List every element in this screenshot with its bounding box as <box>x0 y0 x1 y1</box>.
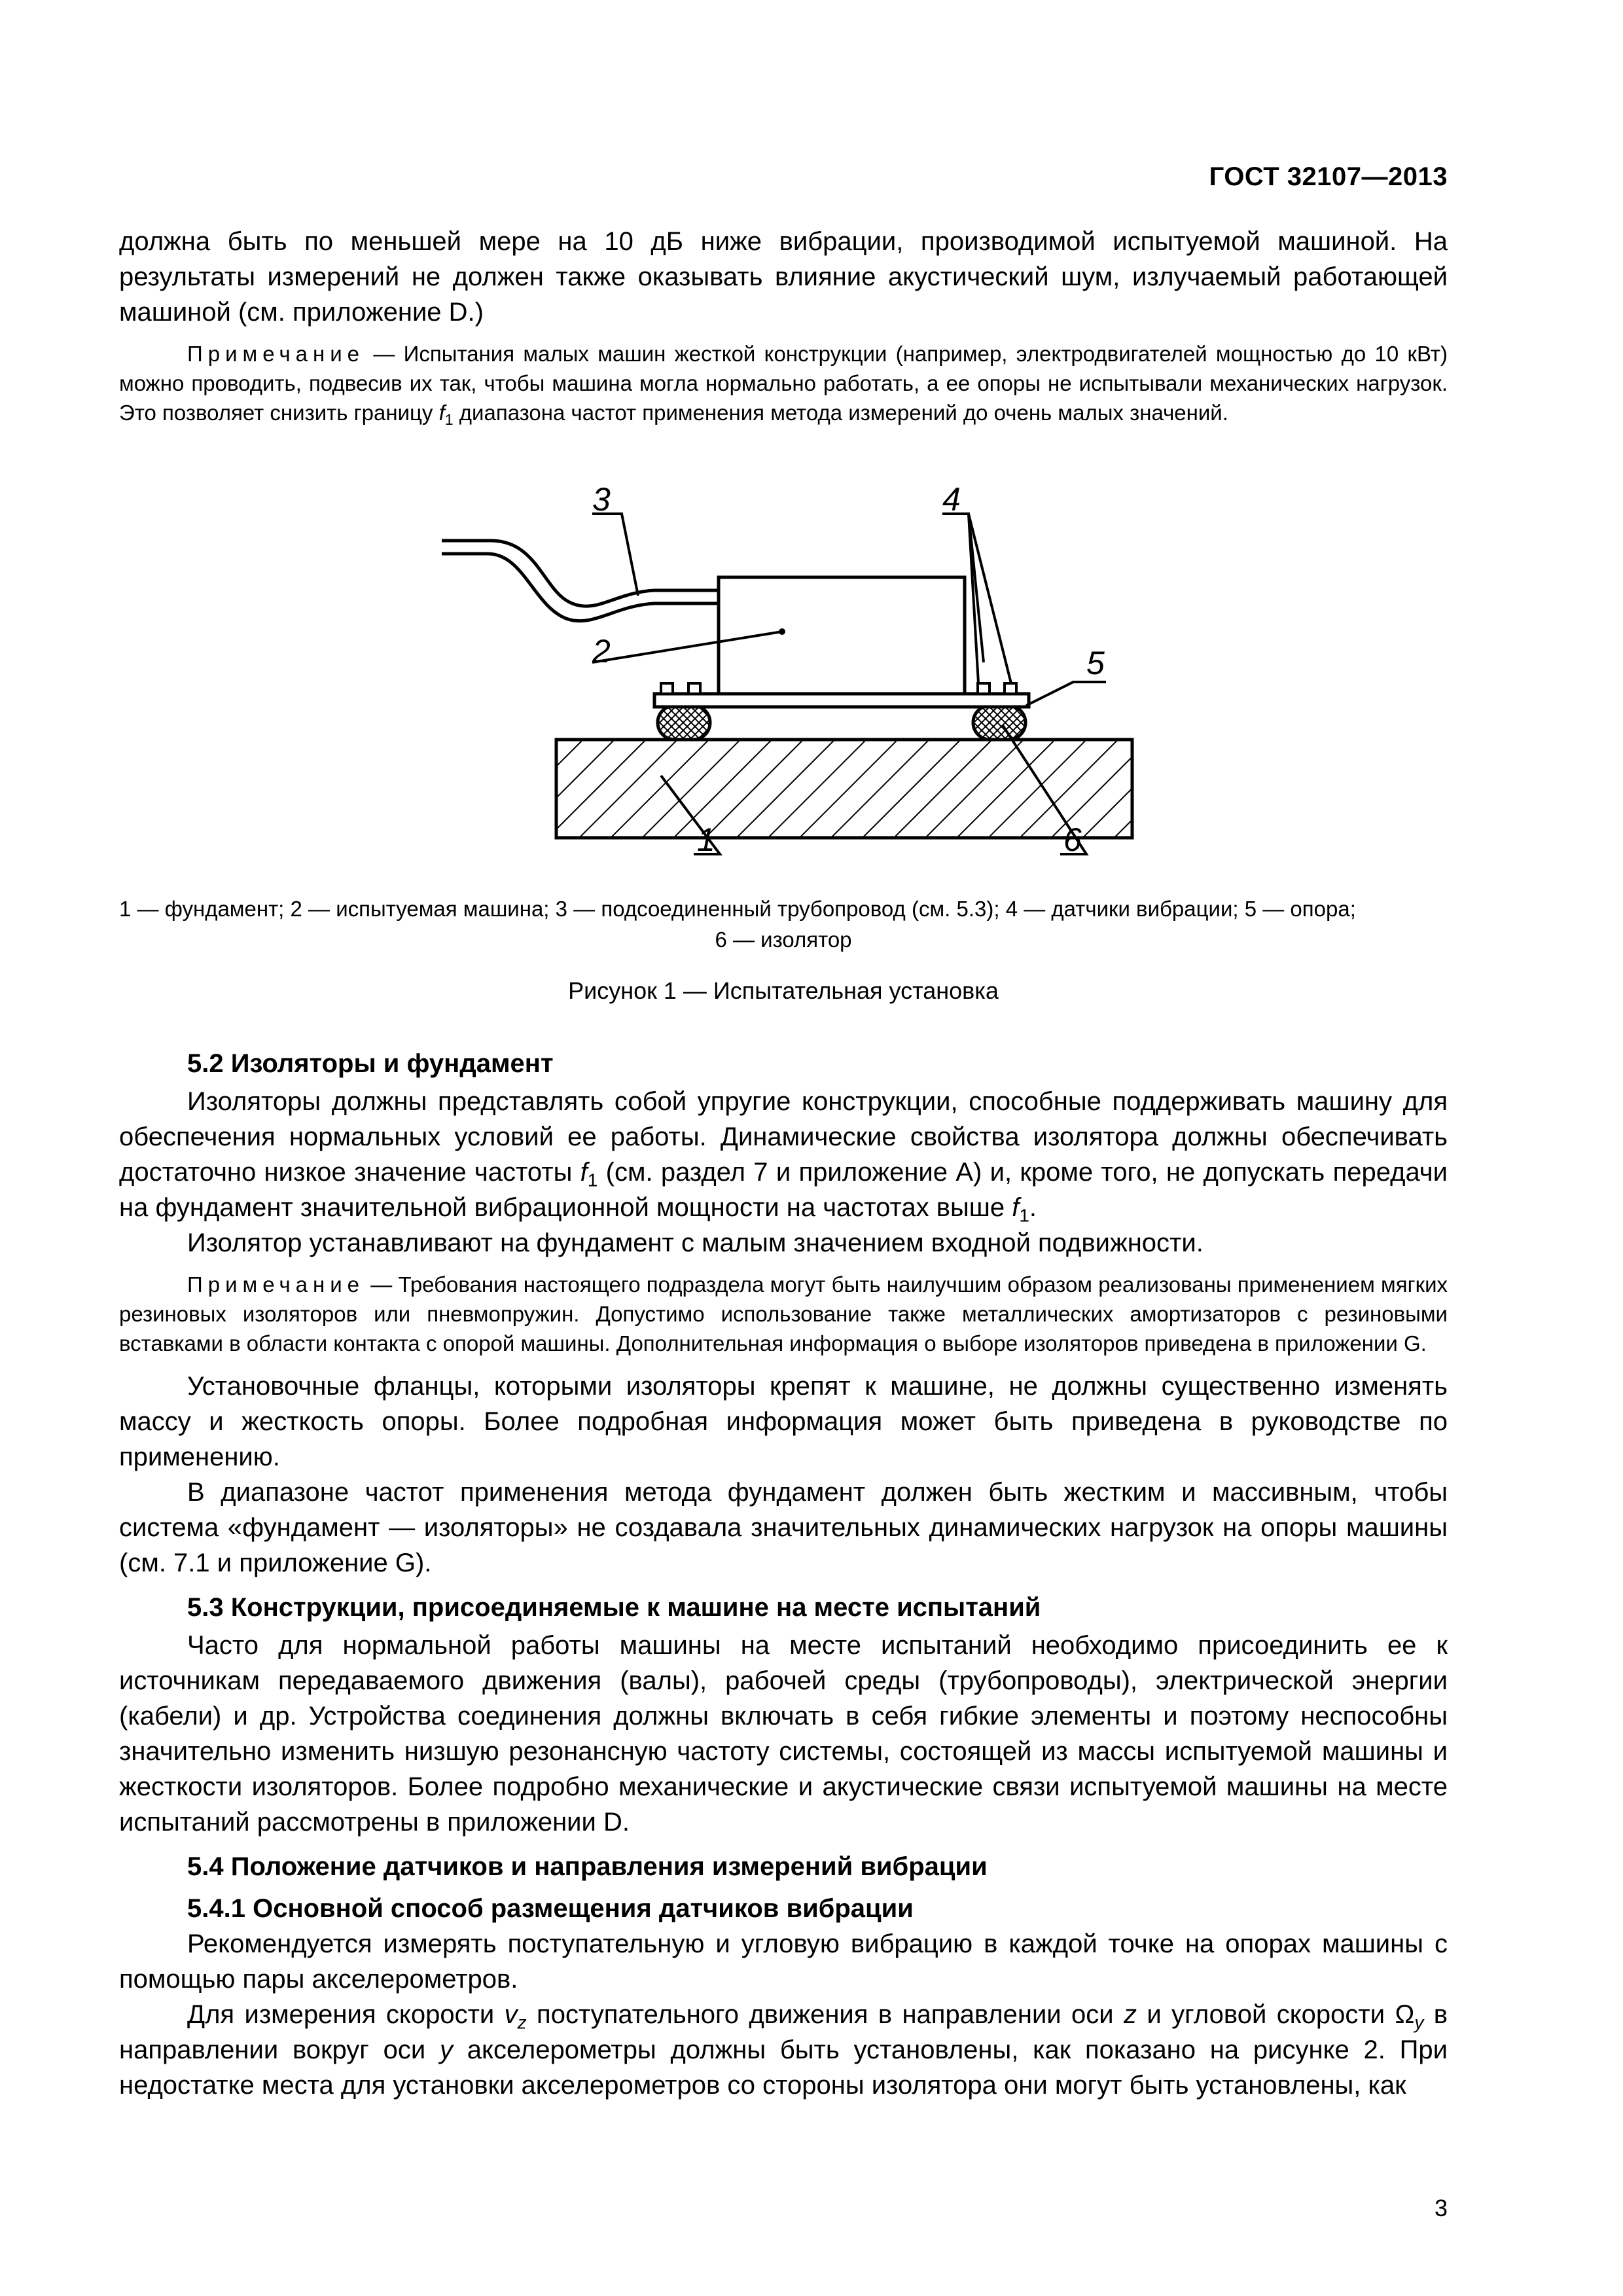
test-setup-figure <box>419 458 1178 877</box>
label-3: 3 <box>592 481 611 518</box>
s54-paragraph-1: Рекомендуется измерять поступательную и угловую вибрацию в каждой точке на опорах машины с помощью пары акселерометров. <box>119 1929 1448 1994</box>
s52-paragraph-3: Установочные фланцы, которыми изоляторы крепят к машине, не должны существенно изменять массу и жесткость опоры. Более подробная информация может быть приведена в руководстве по применению. <box>119 1372 1448 1471</box>
label-4: 4 <box>942 481 961 518</box>
figure-caption: Рисунок 1 — Испытательная установка <box>568 977 999 1004</box>
label-1: 1 <box>697 821 715 858</box>
figure-legend: 1 — фундамент; 2 — испытуемая машина; 3 — подсоединенный трубопровод (см. 5.3); 4 — датчики вибрации; 5 — опора; <box>119 897 1356 921</box>
s54-paragraph-2: Для измерения скорости $v_z$ поступательного движения в направлении оси z и угловой скорости $\Omega_y$ в направлении вокруг оси y акселерометры должны быть установлены, как показано на рисунке 2. При недостатке места для установки акселерометров со стороны изолятора они могут быть установлены, как <box>119 2000 1448 2100</box>
sensor-left-2 <box>688 683 700 694</box>
sensor-right-1 <box>978 683 990 694</box>
intro-note: Примечание — Испытания малых машин жесткой конструкции (например, электродвигателей мощностью до 10 кВт) можно проводить, подвесив их так, чтобы машина могла нормально работать, а ее опоры не испытывали механических нагрузок. Это позволяет снизить границу $f_1$ диапазона частот применения метода измерений до очень малых значений. <box>119 342 1448 428</box>
page-number: 3 <box>1434 2195 1448 2221</box>
support-plate <box>654 694 1029 707</box>
main-text <box>119 1046 1448 2103</box>
sensor-right-2 <box>1005 683 1016 694</box>
label-6: 6 <box>1063 821 1082 858</box>
pipeline <box>442 541 719 606</box>
intro-block <box>119 224 1448 427</box>
s52-paragraph-2: Изолятор устанавливают на фундамент с малым значением входной подвижности. <box>187 1229 1204 1257</box>
heading-5-4: 5.4 Положение датчиков и направления измерений вибрации <box>187 1852 988 1881</box>
standard-header: ГОСТ 32107—2013 <box>1209 162 1448 191</box>
isolator-right <box>973 706 1026 740</box>
label-2: 2 <box>592 633 611 670</box>
heading-5-4-1: 5.4.1 Основной способ размещения датчиков вибрации <box>187 1894 914 1923</box>
label-5: 5 <box>1086 645 1105 681</box>
isolator-left <box>658 706 710 740</box>
heading-5-3: 5.3 Конструкции, присоединяемые к машине на месте испытаний <box>187 1593 1041 1622</box>
s52-note: Примечание — Требования настоящего подраздела могут быть наилучшим образом реализованы применением мягких резиновых изоляторов или пневмопружин. Допустимо использование также металлических амортизаторов с резиновыми вставками в области контакта с опорой машины. Дополнительная информация о выборе изоляторов приведена в приложении G. <box>119 1272 1448 1355</box>
foundation <box>556 740 1132 838</box>
heading-5-2: 5.2 Изоляторы и фундамент <box>187 1049 554 1078</box>
s52-paragraph-1: Изоляторы должны представлять собой упругие конструкции, способные поддерживать машину для обеспечения нормальных условий ее работы. Динамические свойства изолятора должны обеспечивать достаточно низкое значение частоты $f_1$ (см. раздел 7 и приложение А) и, кроме того, не допускать передачи на фундамент значительной вибрационной мощности на частотах выше $f_1$. <box>119 1087 1448 1226</box>
intro-paragraph: должна быть по меньшей мере на 10 дБ ниже вибрации, производимой испытуемой машиной. На результаты измерений не должен также оказывать влияние акустический шум, излучаемый работающей машиной (см. приложение D.) <box>119 227 1448 327</box>
figure-legend-cont: 6 — изолятор <box>715 927 852 952</box>
s52-paragraph-4: В диапазоне частот применения метода фундамент должен быть жестким и массивным, чтобы система «фундамент — изоляторы» не создавала значительных динамических нагрузок на опоры машины (см. 7.1 и приложение G). <box>119 1478 1448 1577</box>
sensor-left-1 <box>661 683 673 694</box>
s53-paragraph-1: Часто для нормальной работы машины на месте испытаний необходимо присоединить ее к источникам передаваемого движения (валы), рабочей среды (трубопроводы), электрической энергии (кабели) и др. Устройства соединения должны включать в себя гибкие элементы и поэтому неспособны значительно изменить низшую резонансную частоту системы, состоящей из массы испытуемой машины и жесткости изоляторов. Более подробно механические и акустические связи испытуемой машины на месте испытаний рассмотрены в приложении D. <box>119 1631 1448 1837</box>
